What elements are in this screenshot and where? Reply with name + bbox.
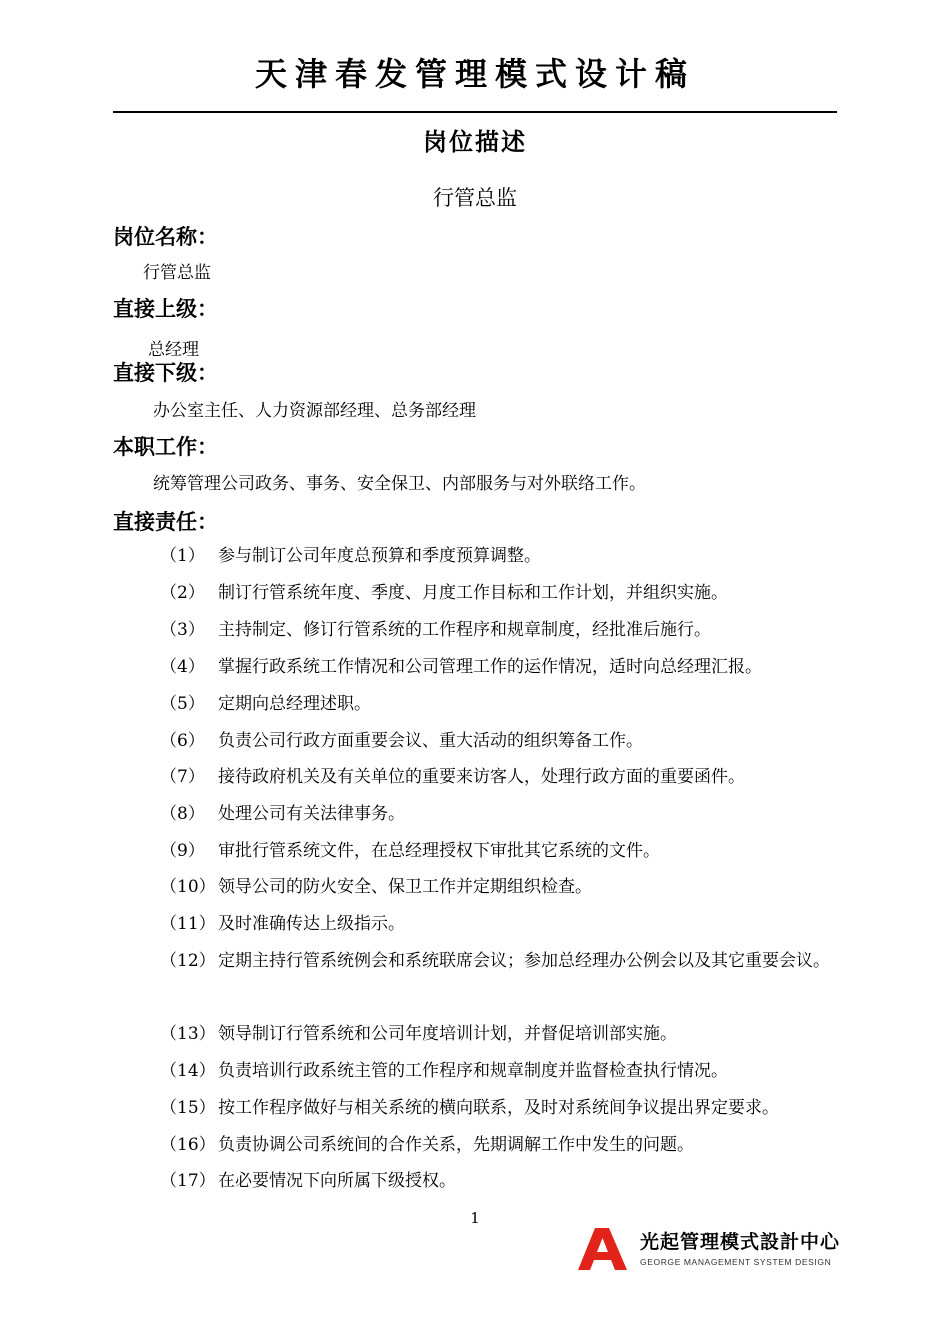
item-text: 领导制订行管系统和公司年度培训计划，并督促培训部实施。 — [218, 1024, 677, 1044]
logo-name: 光起管理模式設計中心 — [640, 1231, 841, 1253]
item-number: （11） — [160, 914, 216, 934]
item-number: （8） — [160, 804, 205, 824]
item-number: （4） — [160, 657, 205, 677]
item-text: 主持制定、修订行管系统的工作程序和规章制度，经批准后施行。 — [218, 620, 711, 640]
logo-subtitle: GEORGE MANAGEMENT SYSTEM DESIGN — [640, 1257, 832, 1267]
item-text: 领导公司的防火安全、保卫工作并定期组织检查。 — [218, 877, 592, 897]
item-text: 负责协调公司系统间的合作关系，先期调解工作中发生的问题。 — [218, 1135, 694, 1155]
document-title: 岗位描述 — [423, 128, 527, 156]
item-number: （5） — [160, 694, 205, 714]
item-number: （10） — [160, 877, 216, 897]
item-text: 按工作程序做好与相关系统的横向联系，及时对系统间争议提出界定要求。 — [218, 1098, 779, 1118]
section-heading-duty: 本职工作： — [113, 435, 218, 459]
item-text: 定期向总经理述职。 — [218, 694, 371, 714]
page-number: 1 — [470, 1209, 480, 1227]
section-heading-subordinates: 直接下级： — [113, 361, 218, 385]
section-value-superior: 总经理 — [148, 340, 199, 360]
item-text: 制订行管系统年度、季度、月度工作目标和工作计划，并组织实施。 — [218, 583, 728, 603]
position-title: 行管总监 — [433, 186, 517, 210]
item-text: 审批行管系统文件，在总经理授权下审批其它系统的文件。 — [218, 841, 660, 861]
company-logo — [575, 1228, 840, 1272]
item-number: （7） — [160, 767, 205, 787]
item-number: （2） — [160, 583, 205, 603]
item-text: 接待政府机关及有关单位的重要来访客人，处理行政方面的重要函件。 — [218, 767, 745, 787]
section-value-duty: 统筹管理公司政务、事务、安全保卫、内部服务与对外联络工作。 — [153, 474, 646, 494]
item-text: 及时准确传达上级指示。 — [218, 914, 405, 934]
item-number: （9） — [160, 841, 205, 861]
item-text: 负责培训行政系统主管的工作程序和规章制度并监督检查执行情况。 — [218, 1061, 728, 1081]
item-text: 掌握行政系统工作情况和公司管理工作的运作情况，适时向总经理汇报。 — [218, 657, 762, 677]
item-text: 参与制订公司年度总预算和季度预算调整。 — [218, 546, 541, 566]
section-heading-name: 岗位名称： — [113, 225, 218, 249]
item-number: （13） — [160, 1024, 216, 1044]
section-heading-responsibilities: 直接责任： — [113, 510, 218, 534]
section-heading-superior: 直接上级： — [113, 297, 218, 321]
item-number: （14） — [160, 1061, 216, 1081]
item-number: （17） — [160, 1171, 216, 1191]
section-value-subordinates: 办公室主任、人力资源部经理、总务部经理 — [153, 401, 476, 421]
item-text: 负责公司行政方面重要会议、重大活动的组织筹备工作。 — [218, 731, 643, 751]
item-text: 处理公司有关法律事务。 — [218, 804, 405, 824]
header-title: 天津春发管理模式设计稿 — [254, 55, 695, 93]
logo-a-icon — [575, 1228, 631, 1270]
item-number: （6） — [160, 731, 205, 751]
item-number: （12） — [160, 951, 216, 971]
item-number: （16） — [160, 1135, 216, 1155]
item-text: 在必要情况下向所属下级授权。 — [218, 1171, 456, 1191]
item-number: （15） — [160, 1098, 216, 1118]
item-number: （1） — [160, 546, 205, 566]
section-value-name: 行管总监 — [143, 263, 211, 283]
item-text: 定期主持行管系统例会和系统联席会议；参加总经理办公例会以及其它重要会议。 — [218, 951, 830, 971]
item-number: （3） — [160, 620, 205, 640]
header-divider — [113, 111, 837, 113]
